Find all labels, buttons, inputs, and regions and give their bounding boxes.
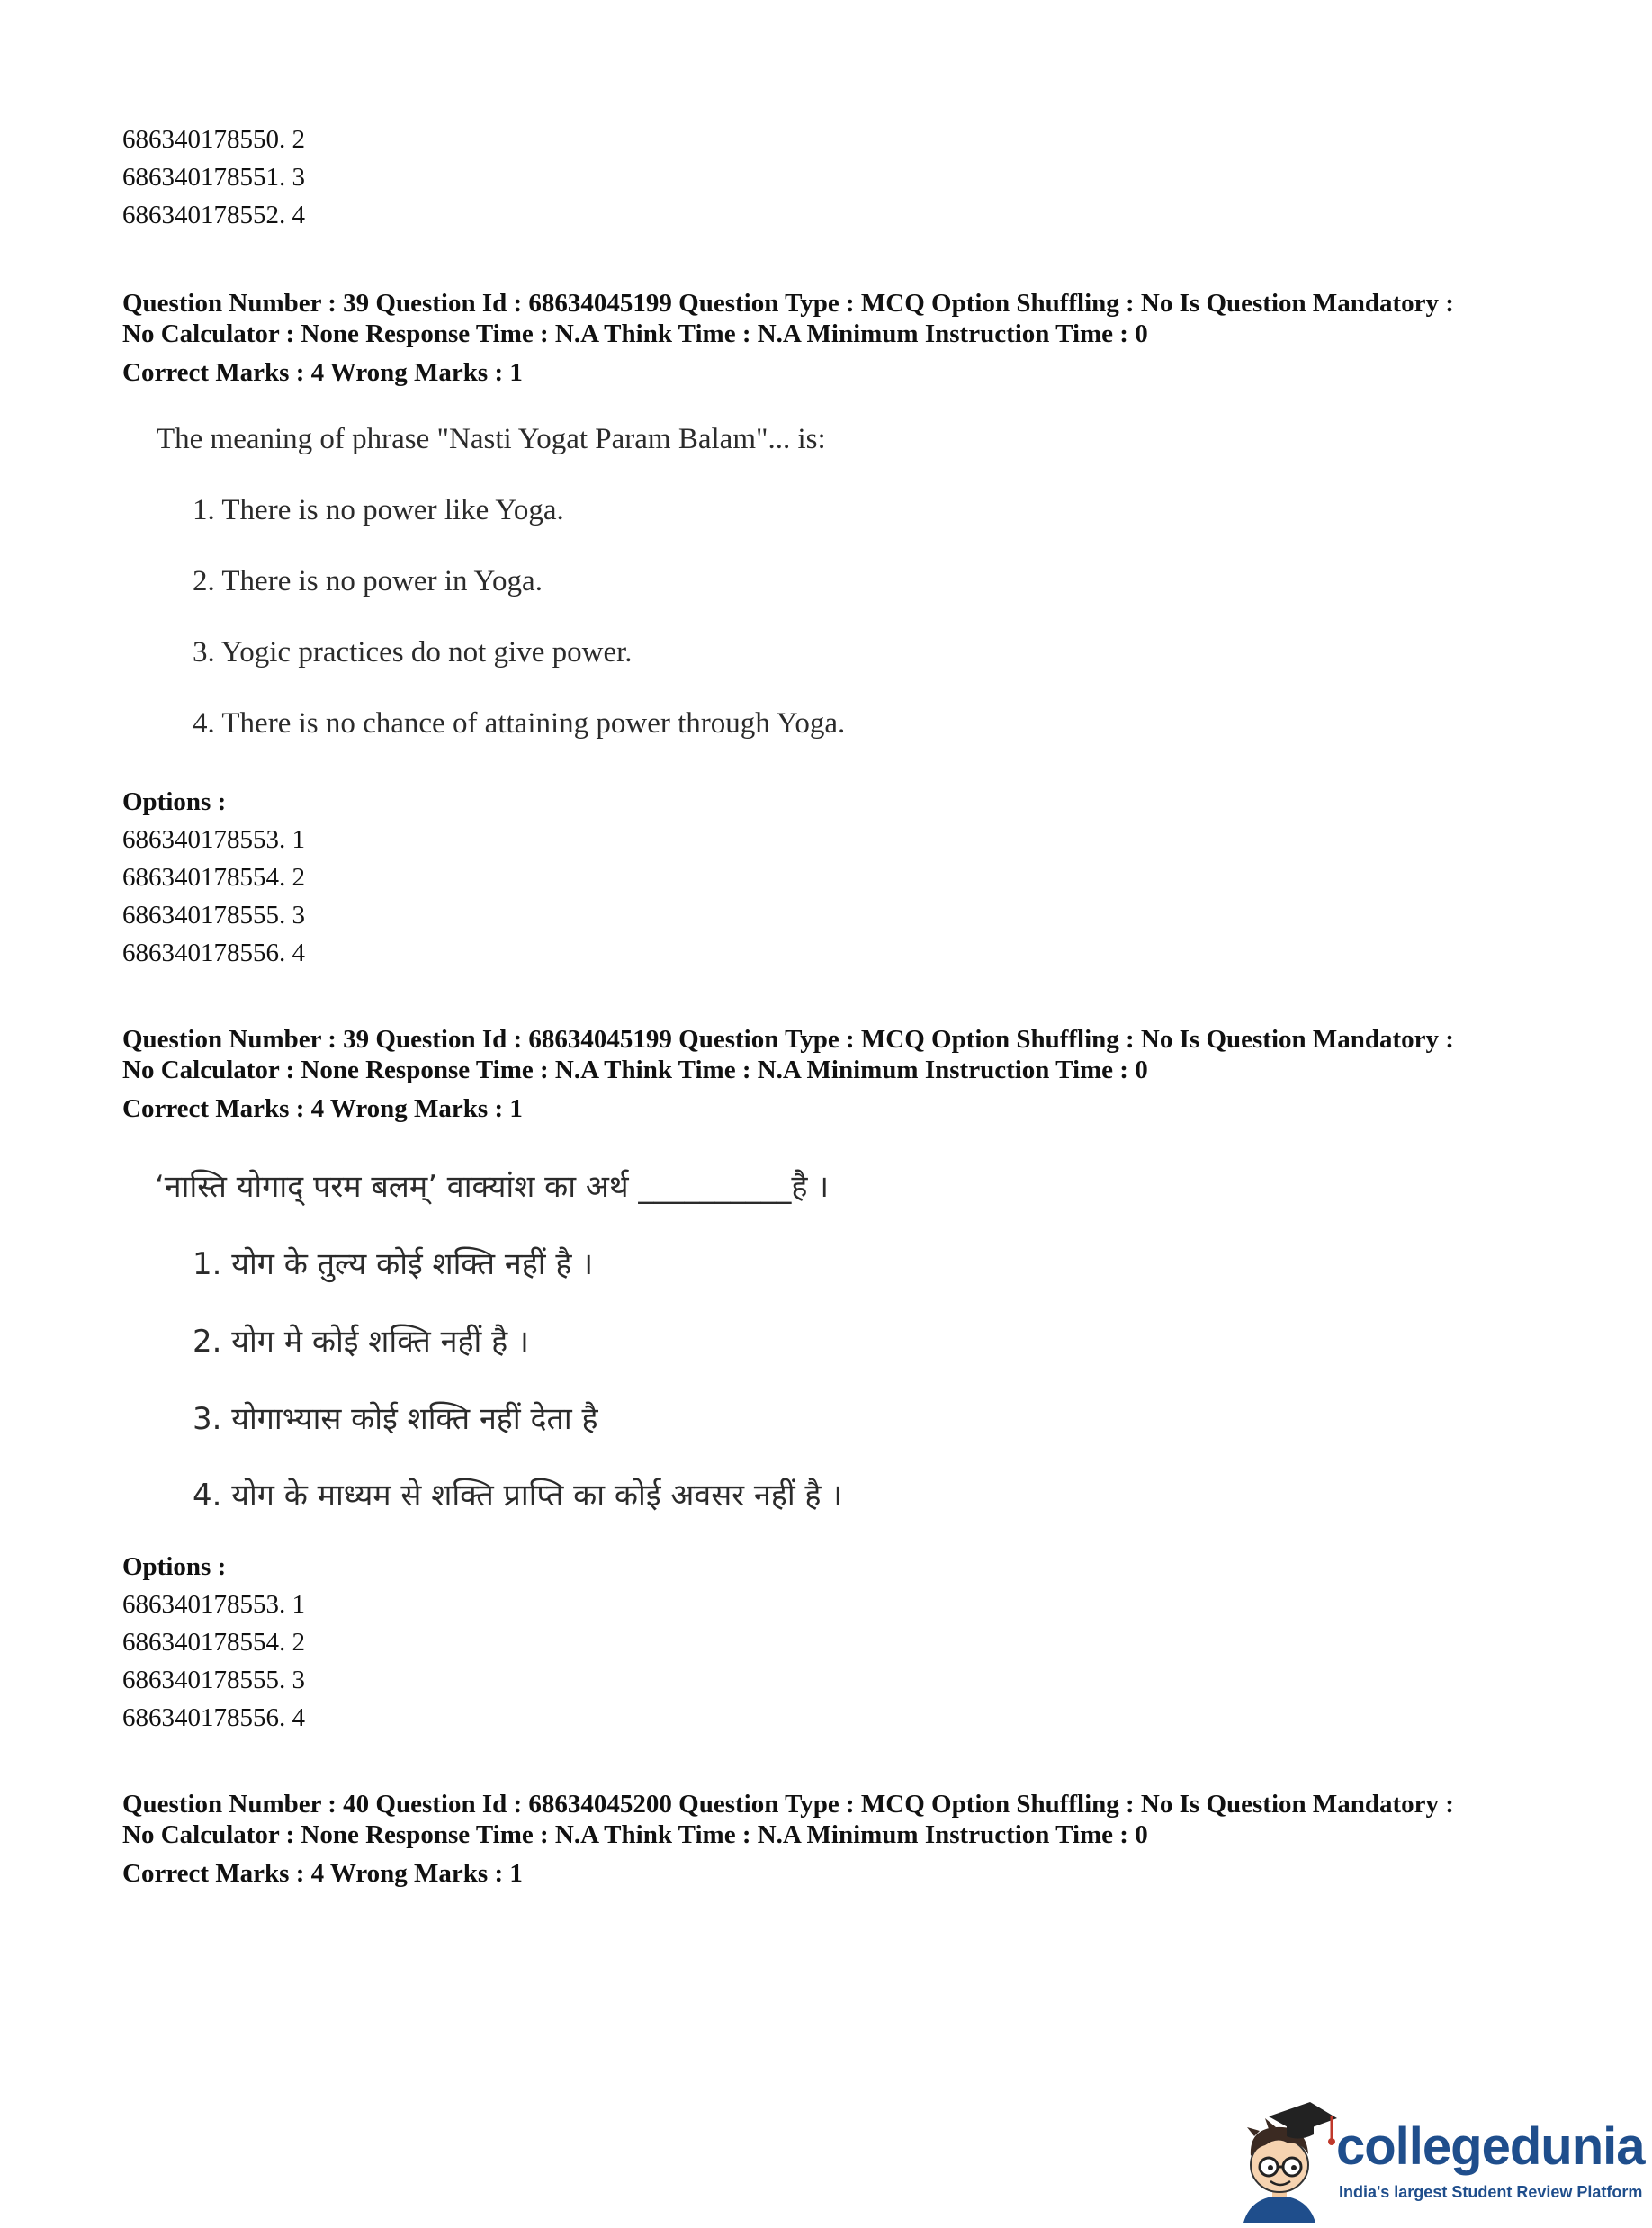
logo-wordmark: collegedunia <box>1336 2117 1645 2176</box>
question-meta-line2: No Calculator : None Response Time : N.A Think Time : N.A Minimum Instruction Time : 0 <box>122 1820 1148 1849</box>
question-choice: 2. योग मे कोई शक्ति नहीं है । <box>193 1324 529 1360</box>
option-line: 686340178556. 4 <box>122 939 305 967</box>
question-choice: 3. योगाभ्यास कोई शक्ति नहीं देता है <box>193 1401 598 1437</box>
logo-tagline: India's largest Student Review Platform <box>1339 2183 1643 2201</box>
question-meta-line2: No Calculator : None Response Time : N.A Think Time : N.A Minimum Instruction Time : 0 <box>122 1056 1148 1084</box>
question-choice: 4. There is no chance of attaining power through Yoga. <box>193 707 846 740</box>
option-line: 686340178552. 4 <box>122 201 305 229</box>
option-line: 686340178551. 3 <box>122 163 305 192</box>
option-line: 686340178554. 2 <box>122 863 305 892</box>
student-mascot-icon <box>1224 2097 1341 2223</box>
question-meta-line1: Question Number : 39 Question Id : 68634045199 Question Type : MCQ Option Shuffling : No Is Question Mandatory : <box>122 289 1454 318</box>
question-choice: 1. योग के तुल्य कोई शक्ति नहीं है । <box>193 1246 594 1282</box>
option-line: 686340178553. 1 <box>122 825 305 854</box>
question-choice: 3. Yogic practices do not give power. <box>193 636 633 669</box>
option-line: 686340178550. 2 <box>122 125 305 154</box>
option-line: 686340178553. 1 <box>122 1590 305 1619</box>
question-marks: Correct Marks : 4 Wrong Marks : 1 <box>122 1094 523 1123</box>
question-meta-line2: No Calculator : None Response Time : N.A Think Time : N.A Minimum Instruction Time : 0 <box>122 319 1148 348</box>
collegedunia-logo <box>1224 2097 1647 2223</box>
question-text: The meaning of phrase "Nasti Yogat Param Balam"... is: <box>157 423 826 455</box>
options-label: Options : <box>122 1552 227 1581</box>
question-marks: Correct Marks : 4 Wrong Marks : 1 <box>122 358 523 387</box>
option-line: 686340178555. 3 <box>122 901 305 930</box>
question-meta-line1: Question Number : 39 Question Id : 68634045199 Question Type : MCQ Option Shuffling : No Is Question Mandatory : <box>122 1025 1454 1054</box>
question-meta-line1: Question Number : 40 Question Id : 68634045200 Question Type : MCQ Option Shuffling : No Is Question Mandatory : <box>122 1790 1454 1819</box>
option-line: 686340178554. 2 <box>122 1628 305 1657</box>
question-choice: 4. योग के माध्यम से शक्ति प्राप्ति का कोई अवसर नहीं है । <box>193 1478 843 1514</box>
question-choice: 2. There is no power in Yoga. <box>193 565 543 597</box>
question-choice: 1. There is no power like Yoga. <box>193 494 564 526</box>
question-text: ‘नास्ति योगाद् परम बलम्’ वाक्यांश का अर्थ __________है । <box>155 1169 830 1205</box>
options-label: Options : <box>122 787 227 816</box>
option-line: 686340178555. 3 <box>122 1666 305 1694</box>
question-marks: Correct Marks : 4 Wrong Marks : 1 <box>122 1859 523 1888</box>
option-line: 686340178556. 4 <box>122 1703 305 1732</box>
